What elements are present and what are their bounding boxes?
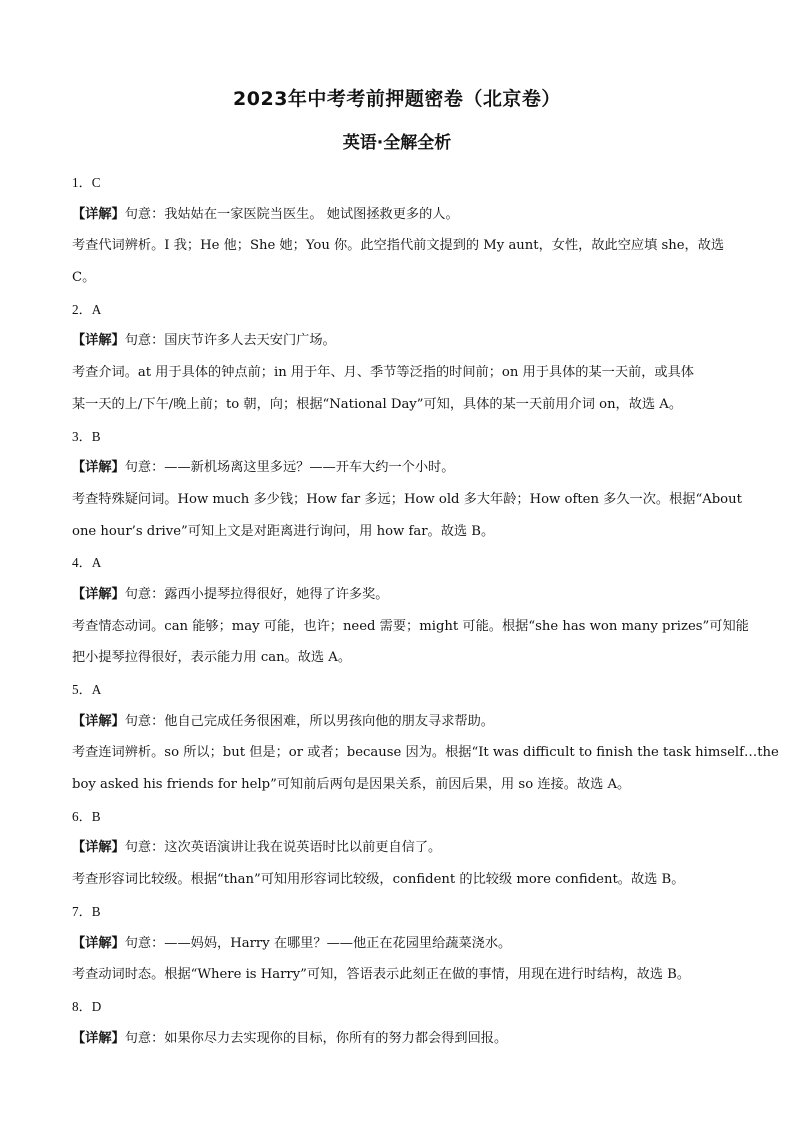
answer-number: 8．D (72, 998, 102, 1014)
answer-number: 1．C (72, 175, 101, 190)
detail-tag: 【详解】 (72, 333, 125, 349)
analysis-line: 考查代词辨析。I 我；He 他；She 她；You 你。此空指代前文提到的 My aunt，女性，故此空应填 she，故选 (72, 238, 725, 254)
analysis-line: 考查形容词比较级。根据“than”可知用形容词比较级，confident 的比较级 more confident。故选 B。 (72, 872, 685, 888)
detail-tag: 【详解】 (72, 840, 125, 856)
page-subtitle: 英语·全解全析 (342, 133, 452, 153)
translation-text: 句意：他自己完成任务很困难，所以男孩向他的朋友寻求帮助。 (124, 713, 494, 729)
detail-tag: 【详解】 (72, 713, 125, 729)
detail-tag: 【详解】 (72, 206, 125, 222)
translation-text: 句意：国庆节许多人去天安门广场。 (124, 333, 336, 349)
answer-item-4 (72, 547, 749, 674)
answer-number: 2．A (72, 301, 102, 317)
detail-tag: 【详解】 (72, 1030, 125, 1046)
translation-text: 句意：——新机场离这里多远？——开车大约一个小时。 (124, 460, 455, 476)
page-title: 2023年中考考前押题密卷（北京卷） (233, 88, 561, 110)
explanation-line (72, 199, 722, 231)
translation-text: 句意：如果你尽力去实现你的目标，你所有的努力都会得到回报。 (124, 1030, 508, 1046)
analysis-line-cont: C。 (72, 270, 96, 286)
answer-item-8 (72, 991, 722, 1054)
detail-tag: 【详解】 (72, 460, 125, 476)
analysis-line: 考查介词。at 用于具体的钟点前；in 用于年、月、季节等泛指的时间前；on 用于具体的某一天前，或具体 (72, 365, 694, 381)
analysis-line-cont: boy asked his friends for help”可知前后两句是因果关系，前因后果，用 so 连接。故选 A。 (72, 777, 631, 793)
explanation-line (72, 1023, 722, 1055)
explanation-line (72, 706, 722, 738)
answer-number: 7．B (72, 903, 101, 919)
translation-text: 句意：这次英语演讲让我在说英语时比以前更自信了。 (124, 840, 442, 856)
explanation-line (72, 325, 722, 357)
explanation-line (72, 579, 722, 611)
answer-item-1 (72, 167, 725, 294)
explanation-line (72, 832, 722, 864)
analysis-line: 考查情态动词。can 能够；may 可能，也许；need 需要；might 可能。根据“she has won many prizes”可知能 (72, 618, 749, 634)
answer-number: 6．B (72, 808, 101, 824)
answer-number: 4．A (72, 555, 102, 571)
translation-text: 句意：我姑姑在一家医院当医生。 她试图拯救更多的人。 (124, 206, 459, 222)
explanation-line (72, 452, 722, 484)
answer-item-6 (72, 801, 722, 896)
detail-tag: 【详解】 (72, 935, 125, 951)
answer-item-5 (72, 674, 779, 801)
analysis-line: 考查连词辨析。so 所以；but 但是；or 或者；because 因为。根据“It was difficult to finish the task himself…the (72, 745, 779, 761)
analysis-line-cont: one hour’s drive”可知上文是对距离进行询问，用 how far。故选 B。 (72, 523, 495, 539)
answer-item-2 (72, 294, 722, 421)
translation-text: 句意：露西小提琴拉得很好，她得了许多奖。 (124, 586, 389, 602)
answer-list (72, 167, 779, 1054)
analysis-line-cont: 某一天的上/下午/晚上前；to 朝，向；根据“National Day”可知，具体的某一天前用介词 on，故选 A。 (72, 396, 683, 412)
explanation-line (72, 928, 722, 960)
analysis-line: 考查动词时态。根据“Where is Harry”可知，答语表示此刻正在做的事情，用现在进行时结构，故选 B。 (72, 967, 691, 983)
analysis-line: 考查特殊疑问词。How much 多少钱；How far 多远；How old 多大年龄；How often 多久一次。根据“About (72, 491, 742, 507)
answer-item-3 (72, 421, 742, 548)
answer-item-7 (72, 896, 722, 991)
detail-tag: 【详解】 (72, 586, 125, 602)
translation-text: 句意：——妈妈，Harry 在哪里？——他正在花园里给蔬菜浇水。 (124, 935, 512, 951)
analysis-line-cont: 把小提琴拉得很好，表示能力用 can。故选 A。 (72, 650, 352, 666)
answer-number: 3．B (72, 428, 101, 444)
answer-number: 5．A (72, 682, 102, 697)
